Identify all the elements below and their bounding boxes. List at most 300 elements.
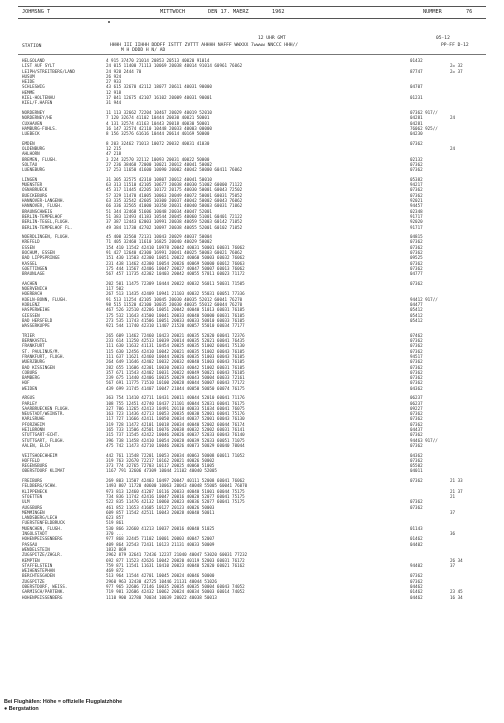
station-name: PFORZHEIM <box>22 421 45 427</box>
station-row <box>18 100 486 105</box>
station-remark: 94217 <box>410 182 423 188</box>
station-data: 567 457 11735 42302 10403 20042 40055 57011 60023 71172 <box>106 271 245 277</box>
station-name: HOHENPEISSENBERG <box>22 536 63 542</box>
station-name: BAD LIPPSPRINGE <box>22 255 60 261</box>
station-data: 461 852 11653 41605 10127 20123 40026 50003 <box>106 504 215 510</box>
station-remark: 07362 <box>410 239 423 245</box>
station-extra: 16 34 <box>450 594 463 600</box>
station-name: BERLIN-TEMPELHOF <box>22 213 63 219</box>
station-remark: 07362 <box>410 338 423 344</box>
station-remark: 07362 <box>410 369 423 375</box>
station-data: 370 ... <box>106 531 124 537</box>
station-data: 363 754 11410 42711 10431 20011 40044 52010 60041 71176 <box>106 395 245 401</box>
station-data: 522 835 11476 42132 10060 20023 40036 52077 60041 75175 <box>106 499 245 505</box>
station-remark: 07362 <box>410 416 423 422</box>
station-name: HAMBURG-FUHLS. <box>22 125 58 131</box>
station-remark: 91717 <box>410 213 423 219</box>
station-name: FREIBURG <box>22 478 43 484</box>
station-data: 239 675 11440 42406 10035 20029 40043 50004 60033 72161 <box>106 375 245 381</box>
station-data: 2960 963 32430 42725 10446 21131 40044 51026 <box>106 578 217 584</box>
station-name: ZUGSPITZE <box>22 578 45 584</box>
station-remark: 07362 <box>410 140 423 146</box>
station-name: ESSEN <box>22 244 35 250</box>
station-table <box>18 58 486 604</box>
station-name: NORDERNEY/HE <box>22 115 53 121</box>
station-name: BERLIN-TEGEL,FLUGH. <box>22 219 70 225</box>
station-name: HOFFELD <box>22 457 40 463</box>
station-name: NOERVENICH <box>22 286 48 292</box>
station-remark: 04707 <box>410 84 423 90</box>
footnote-mountain-station: ● Bergstation <box>4 706 39 712</box>
station-remark: 07362 <box>410 499 423 505</box>
station-remark: 87747 <box>410 68 423 74</box>
station-data: 11 113 32662 72204 10467 20029 40019 52010 <box>106 109 212 115</box>
station-row <box>18 595 486 600</box>
station-remark: 06237 <box>410 400 423 406</box>
station-remark: 94457 <box>410 203 423 209</box>
station-name: HEIDE <box>22 79 35 85</box>
station-name: VEITSHOECHHEIM <box>22 452 58 458</box>
station-name: AUGSBURG <box>22 504 43 510</box>
station-group <box>18 333 486 391</box>
station-name: KOELN-BONN, FLUGH. <box>22 296 68 302</box>
column-header-band <box>18 32 486 58</box>
station-data: 98 515 11520 42100 10035 20030 40035 55012 60044 76270 <box>106 301 243 307</box>
station-data: 1110 900 32780 70034 10039 20022 40038 50013 <box>106 594 217 600</box>
station-data: 66 336 32565 41000 10350 20031 40040 50003 60031 71062 <box>106 203 243 209</box>
header-bottom-rule <box>18 18 486 19</box>
station-name: EMDEN <box>22 140 35 146</box>
station-remark: 02348 <box>410 208 423 214</box>
station-remark: 01231 <box>410 95 423 101</box>
station-name: LANDSBERG/LECH <box>22 515 58 521</box>
station-name: HANNOVER-LANGENH. <box>22 198 65 204</box>
station-remark: 07362 <box>410 421 423 427</box>
station-name: KLIPPENECK <box>22 488 48 494</box>
station-data: 977 868 32445 71102 10001 20003 40047 52007 <box>106 536 215 542</box>
station-name: REGENSBURG <box>22 463 48 469</box>
station-remark: 07362 <box>410 249 423 255</box>
station-group <box>18 110 486 136</box>
station-data: 475 742 11473 42710 10046 20026 40073 50029 60040 70044 <box>106 442 245 448</box>
header-top-rule <box>18 6 486 7</box>
station-extra: 36 <box>450 531 456 537</box>
station-data: 7 120 32674 41102 10444 20030 40021 50001 <box>106 115 210 121</box>
station-name: HASPERWEIHE <box>22 307 50 313</box>
station-data: 2962 879 32641 72436 12237 21040 40047 53020 60031 77232 <box>106 552 248 558</box>
station-remark: 07362 <box>410 167 423 173</box>
station-data: 26 924 <box>106 73 122 79</box>
station-name: KOBLENZ <box>22 301 40 307</box>
station-row <box>18 271 486 276</box>
station-name: MUENCHEN, FLUGH. <box>22 525 63 531</box>
station-name: NEUSTADT/WEINSTR. <box>22 411 65 417</box>
station-name: FRANKFURT, FLUGH. <box>22 353 65 359</box>
station-remark: 07362 <box>410 411 423 417</box>
station-name: AALEN, ELCH <box>22 442 50 448</box>
station-remark: 07362 <box>410 343 423 349</box>
station-remark: 76062 925// <box>410 125 438 131</box>
station-data: 759 871 11541 11631 10410 20023 40040 52020 60021 76162 <box>106 562 245 568</box>
station-row <box>18 131 486 136</box>
station-name: HEILBRONN <box>22 427 45 433</box>
station-name: WUERZBURG <box>22 359 45 365</box>
station-data: 409 864 32543 72431 10123 21131 40033 50009 <box>106 541 215 547</box>
station-remark: 07362 <box>410 457 423 463</box>
station-name: ULM <box>22 499 30 505</box>
station-remark: 07362 <box>410 244 423 250</box>
station-name: MUENSTER <box>22 182 43 188</box>
station-data: 57 329 11470 41005 10063 20049 40072 50001 60031 75052 <box>106 192 243 198</box>
station-name: KIEL/F.HAFEN <box>22 100 53 106</box>
station-data: 4 131 32574 41163 10443 20018 40030 50001 <box>106 120 210 126</box>
station-group <box>18 478 486 600</box>
station-remark: 07362 <box>410 380 423 386</box>
station-extra: 37 <box>450 509 456 515</box>
station-name: LUENEBURG <box>22 167 45 173</box>
station-data: 151 430 11503 42300 10051 20022 40060 50003 60032 76062 <box>106 255 245 261</box>
station-name: BREMEN, FLUGH. <box>22 156 58 162</box>
station-remark: 05382 <box>410 176 423 182</box>
station-data: 27 236 38468 72000 10021 20012 40041 50002 <box>106 161 212 167</box>
station-name: BAD HERSFELD <box>22 317 53 323</box>
station-remark: 01143 <box>410 525 423 531</box>
station-data: 17 041 12675 42107 16102 20009 40031 90001 <box>106 95 212 101</box>
station-remark: 07362 <box>410 187 423 193</box>
station-name: LIST AUF SYLT <box>22 63 55 69</box>
station-remark: 04281 <box>410 120 423 126</box>
station-data: 175 532 11643 41500 10041 20033 40040 50000 60031 76105 <box>106 312 245 318</box>
station-remark: 07362 <box>410 265 423 271</box>
station-extra: 26 34 <box>450 557 463 563</box>
station-data: 265 609 11462 72460 10423 20021 40035 52020 60041 72376 <box>106 332 245 338</box>
station-remark: 94402 <box>410 562 423 568</box>
station-name: SOLTAU <box>22 161 38 167</box>
station-data: 3 224 32570 32112 10093 20031 40022 50000 <box>106 156 210 162</box>
station-remark: 94463 917// <box>410 437 438 443</box>
sheet-header <box>18 6 486 32</box>
time-label: 12 UHR GMT <box>258 36 286 41</box>
station-data: 111 630 11632 41131 10454 20025 40035 51002 60041 75130 <box>106 343 245 349</box>
station-row <box>18 225 486 230</box>
station-remark: 04462 <box>410 583 423 589</box>
station-data: 439 699 31745 41407 10047 21044 40050 50050 60074 76175 <box>106 385 245 391</box>
station-extra: 24 <box>450 115 456 121</box>
station-name: STAFFELSTEIN <box>22 562 53 568</box>
station-name: HEMME <box>22 89 35 95</box>
header-number-label: NUMMER <box>423 9 442 15</box>
station-name: BRAUNSCHWEIG <box>22 208 53 214</box>
station-name: NOERDLINGEN, FLUGH. <box>22 234 70 240</box>
station-extra: 24 <box>450 146 456 152</box>
station-name: LEIPH/STREITBERG/LAND <box>22 68 75 74</box>
station-remark: 07362 <box>410 578 423 584</box>
station-data: 63 313 11510 42105 10677 20038 40030 51002 60000 71122 <box>106 182 243 188</box>
station-data: 117 502 <box>106 286 124 292</box>
station-name: KREFELD <box>22 239 40 245</box>
station-name: KEMPTEN <box>22 557 40 563</box>
station-name: COBURG <box>22 369 38 375</box>
station-remark: 09227 <box>410 405 423 411</box>
station-name: BERLIN-TEMPELHOF FL. <box>22 224 73 230</box>
station-data: 623 857 <box>106 515 124 521</box>
station-data: 108 755 12451 42740 10437 21101 40044 52031 60041 76175 <box>106 400 245 406</box>
footnote-airport-height: Bei Flughäfen: Höhe = offizielle Flugplatzhöhe <box>4 699 123 705</box>
column-units: M H DDDD H N/ AD <box>121 48 166 53</box>
station-data: 267 513 11435 42409 10941 21103 40032 55031 60051 77336 <box>106 291 245 297</box>
station-remark: 92020 <box>410 219 423 225</box>
station-remark: 02132 <box>410 156 423 162</box>
station-extra: 21 <box>450 493 456 499</box>
header-number: 76 <box>466 9 473 15</box>
station-remark: 04281 <box>410 115 423 121</box>
station-name: CUXHAVEN <box>22 120 43 126</box>
station-name: HELGOLAND <box>22 58 45 63</box>
station-remark: 07362 <box>410 573 423 579</box>
station-data: 231 438 11462 42300 10054 20026 40069 50000 60012 76063 <box>106 260 245 266</box>
station-name: BAMBERG <box>22 375 40 381</box>
station-group <box>18 234 486 276</box>
station-name: BOCHUM, ESSEN <box>22 249 55 255</box>
station-data: 396 738 11458 42410 10054 20028 40039 52033 60051 71075 <box>106 437 245 443</box>
station-data: 692 877 11523 42626 10042 20020 40119 52003 60031 76172 <box>106 557 245 563</box>
station-remark: 01462 <box>410 536 423 542</box>
footnote <box>4 699 122 713</box>
station-name: KARLSRUHE <box>22 416 45 422</box>
station-group <box>18 141 486 173</box>
station-remark: 94412 917// <box>410 296 438 302</box>
station-data: 91 427 12640 42300 16991 20041 40025 50003 60021 76062 <box>106 249 243 255</box>
station-remark: 05412 <box>410 307 423 313</box>
station-data: 117 727 11666 42411 10050 20034 40037 52001 60043 76130 <box>106 416 245 422</box>
station-data: 319 728 11472 42101 10018 20034 40040 52002 60044 76174 <box>106 421 245 427</box>
station-remark: 04437 <box>410 427 423 433</box>
station-name: AACHEN <box>22 280 38 286</box>
station-name: SAARBRUECKEN FLUGH. <box>22 405 70 411</box>
station-name: FRANKFURT <box>22 343 45 349</box>
station-data: 269 803 11507 42403 10497 20047 40111 52008 60041 76062 <box>106 478 245 484</box>
header-author: JOHMSNG T <box>22 9 51 15</box>
station-data: 24 015 11400 71113 10069 20038 40014 91014 60961 76062 <box>106 63 243 69</box>
station-data: 319 763 32670 72217 10162 20021 40026 50002 <box>106 457 215 463</box>
station-name: KIEL-HOLTENAU <box>22 95 55 101</box>
station-group <box>18 281 486 329</box>
header-mark <box>108 21 110 23</box>
station-remark: 07362 <box>410 364 423 370</box>
station-data: 47 218 <box>106 151 122 157</box>
station-name: OBERSTDORF KLIMAT <box>22 468 65 474</box>
station-data: 51 344 32468 51606 10048 20034 40047 52001 <box>106 208 212 214</box>
station-remark: 04362 <box>410 385 423 391</box>
station-remark: 07462 <box>410 332 423 338</box>
station-data: 91 513 11254 42105 10045 20030 40035 52012 60041 76270 <box>106 296 243 302</box>
station-remark: 04815 <box>410 234 423 240</box>
station-name: BAD KISSINGEN <box>22 364 55 370</box>
station-data: 115 630 12456 42410 10042 20021 40035 51002 60043 76105 <box>106 348 245 354</box>
station-remark: 04230 <box>410 131 423 137</box>
station-remark: 09525 <box>410 255 423 261</box>
station-name: GIESSEN <box>22 312 40 318</box>
station-remark: 04462 <box>410 594 423 600</box>
station-name: ST. PAULINUS/M. <box>22 348 60 354</box>
station-name: FUERSTENFELDBRUCK <box>22 520 65 526</box>
station-data: 467 526 32510 42206 10051 20042 40040 51013 60031 76105 <box>106 307 245 313</box>
station-data: 282 655 11606 42301 10030 20033 40042 51002 60031 76105 <box>106 364 245 370</box>
station-name: FELDBERG/SCHW. <box>22 483 58 489</box>
station-data: 49 384 11730 42702 10097 20038 40055 52001 60102 71052 <box>106 224 243 230</box>
station-remark: 07362 <box>410 192 423 198</box>
station-name: PASSAU <box>22 541 38 547</box>
station-name: OBERSTDORF, WEISS. <box>22 583 68 589</box>
station-remark: 07362 <box>410 375 423 381</box>
station-remark: 07362 <box>410 280 423 286</box>
station-data: 977 965 32606 72146 10035 20035 40035 50004 60043 74052 <box>106 583 245 589</box>
station-remark: 04402 <box>410 541 423 547</box>
station-remark: 01462 <box>410 589 423 595</box>
station-remark: 05502 <box>410 463 423 469</box>
station-name: GARMISCH/PARTENK. <box>22 589 65 595</box>
station-name: HANNOVER, FLUGH. <box>22 203 63 209</box>
station-data: 719 981 32606 42432 10062 20024 40034 50003 60014 74052 <box>106 589 245 595</box>
station-data: 513 964 11544 42701 10045 20024 40046 50000 <box>106 573 215 579</box>
station-extra: 21 33 <box>450 478 463 484</box>
station-data: 4 915 37470 21014 20853 20513 40020 91014 <box>106 58 210 63</box>
station-data: 17 253 11650 41600 10090 20002 40042 50000 60411 76062 <box>106 167 243 173</box>
station-name: WENDELSTEIN <box>22 546 50 552</box>
station-name: TRIER <box>22 332 35 338</box>
station-data: 327 706 11265 42413 10491 20110 40033 51034 60041 76075 <box>106 405 245 411</box>
station-data: 165 733 11506 42501 10076 20038 40032 52002 60031 76141 <box>106 427 245 433</box>
station-name: LINGEN <box>22 176 38 182</box>
station-data: 609 857 11542 42511 10043 20028 40040 50011 <box>106 509 215 515</box>
station-name: ARGUS <box>22 395 35 401</box>
station-name: STUTTGART-ECHT. <box>22 432 60 438</box>
station-data: 154 410 11542 42410 10978 20042 40031 50001 60031 76062 <box>106 244 245 250</box>
station-data: 8 156 32576 61616 10444 20614 40169 50000 <box>106 131 210 137</box>
station-data: 469 872 <box>106 568 124 574</box>
station-row <box>18 468 486 473</box>
station-data: 373 774 32765 72703 10117 20025 40060 51005 <box>106 463 215 469</box>
station-data: 63 335 32542 42605 10300 20037 40042 50002 60043 76062 <box>106 198 243 204</box>
station-data: 202 501 11475 72309 10444 20022 40032 56011 50031 71505 <box>106 280 245 286</box>
station-name: PARLEY <box>22 400 38 406</box>
station-data: 12 215 <box>106 146 122 152</box>
station-name: HOHENPEISSENBERG <box>22 594 63 600</box>
station-data: 1493 807 11720 40600 10063 20043 40048 55005 60041 76070 <box>106 483 248 489</box>
station-name: KASSEL <box>22 260 38 266</box>
station-name: STUTTGART, FLUGH. <box>22 437 65 443</box>
station-remark: 07362 <box>410 504 423 510</box>
station-data: 37 387 12443 62003 10991 20038 40059 52003 60142 71052 <box>106 219 243 225</box>
header-year: 1962 <box>272 9 285 15</box>
page-ref: PP-FF D-12 <box>441 43 469 48</box>
station-remark: 07362 <box>410 161 423 167</box>
station-remark: 07362 <box>410 442 423 448</box>
station-data: 45 400 32560 72131 10043 20029 40037 50004 <box>106 234 212 240</box>
station-group <box>18 453 486 474</box>
station-name: BERCHTESGADEN <box>22 573 55 579</box>
station-data: 530 866 32660 41213 10037 20016 40040 51025 <box>106 525 215 531</box>
station-name: SCHLESWIG <box>22 84 45 90</box>
station-group <box>18 177 486 230</box>
station-extra: 21 37 <box>450 488 463 494</box>
station-name: AHLHORN <box>22 151 40 157</box>
station-data: 442 761 11548 72201 10053 20034 40063 50008 60011 71052 <box>106 452 245 458</box>
station-name: WEIHENSTEPHAN <box>22 568 55 574</box>
station-extra: 2= 37 <box>450 68 463 74</box>
column-codes: HHHH III IIHHH DDDFF ISTTT ZVTTT AHHHH NAFFF WWXXX 7wwww NNCCC HHH// <box>110 43 299 48</box>
station-data: 43 615 32670 42112 18077 20611 40031 90000 <box>106 84 212 90</box>
station-data: 45 317 11445 42205 10172 20175 40030 50001 60043 72502 <box>106 187 243 193</box>
station-data: 973 813 12460 41207 10116 20033 40040 51001 60044 75175 <box>106 488 245 494</box>
station-extra: 2= 32 <box>450 63 463 69</box>
station-remark: 07362 <box>410 260 423 266</box>
station-data: 51 383 12493 41183 10544 20045 40060 51001 60401 72122 <box>106 213 243 219</box>
station-data: 734 836 11742 42416 10047 20016 40020 52077 60041 75175 <box>106 493 245 499</box>
station-name: GOETTINGEN <box>22 265 48 271</box>
seconds-label: 05-12 <box>436 36 450 41</box>
station-column-heading: STATION <box>22 44 42 49</box>
station-data: 921 544 11740 42310 11407 21520 40057 55010 60034 77177 <box>106 323 245 329</box>
station-data: 1832 869 <box>106 546 127 552</box>
station-data: 1167 791 32606 47309 10044 21102 40040 52005 <box>106 468 217 474</box>
station-extra: 37 <box>450 562 456 568</box>
station-row <box>18 323 486 328</box>
station-name: OSNABRUECK <box>22 187 48 193</box>
station-name: MEMMINGEN <box>22 509 45 515</box>
station-remark: 04362 <box>410 452 423 458</box>
station-remark: 07362 <box>410 478 423 484</box>
station-row <box>18 167 486 172</box>
station-remark: 04011 <box>410 468 423 474</box>
station-remark: 92021 <box>410 198 423 204</box>
station-data: 111 637 11621 42460 10044 20026 40035 51003 60043 76105 <box>106 353 245 359</box>
station-row <box>18 386 486 391</box>
station-remark: 07362 <box>410 359 423 365</box>
station-remark: 07362 917// <box>410 109 438 115</box>
station-data: 71 405 32460 11610 16825 20040 40029 50002 <box>106 239 212 245</box>
station-remark: 07362 <box>410 348 423 354</box>
station-remark: 07362 <box>410 432 423 438</box>
station-data: 24 920 2444 70 <box>106 68 142 74</box>
station-name: NORDERNEY <box>22 109 45 115</box>
station-remark: 05412 <box>410 312 423 318</box>
station-data: 567 691 11775 71510 10100 20028 40044 50007 60043 77172 <box>106 380 245 386</box>
station-remark: 91717 <box>410 224 423 230</box>
station-name: OLDENBURG <box>22 146 45 152</box>
station-data: 31 305 32575 42310 10807 20012 40041 50010 <box>106 176 212 182</box>
station-remark: 04777 <box>410 271 423 277</box>
station-remark: 05412 <box>410 317 423 323</box>
station-name: HOF <box>22 380 30 386</box>
header-date: DEN 17. MAERZ <box>208 9 249 15</box>
station-data: 357 671 11543 42402 10031 20022 40049 50021 60043 76105 <box>106 369 245 375</box>
station-name: WASSERKUPPE <box>22 323 50 329</box>
station-group <box>18 395 486 448</box>
station-group <box>18 58 486 106</box>
station-name: HOERBACH <box>22 291 43 297</box>
header-weekday: MITTWOCH <box>160 9 185 15</box>
station-data: 31 944 <box>106 100 122 106</box>
station-name: HUSUM <box>22 73 35 79</box>
station-data: 315 737 11545 42422 10046 20026 40037 52033 60043 76140 <box>106 432 245 438</box>
station-remark: 01432 <box>410 58 423 63</box>
station-name: WEIDEN <box>22 385 38 391</box>
station-data: 233 614 11250 42513 10039 20014 40035 52021 60041 76435 <box>106 338 245 344</box>
station-name: STOETTEN <box>22 493 43 499</box>
station-data: 273 535 11743 41506 10051 20033 40033 50010 60033 76105 <box>106 317 245 323</box>
station-extra: 23 45 <box>450 589 463 595</box>
